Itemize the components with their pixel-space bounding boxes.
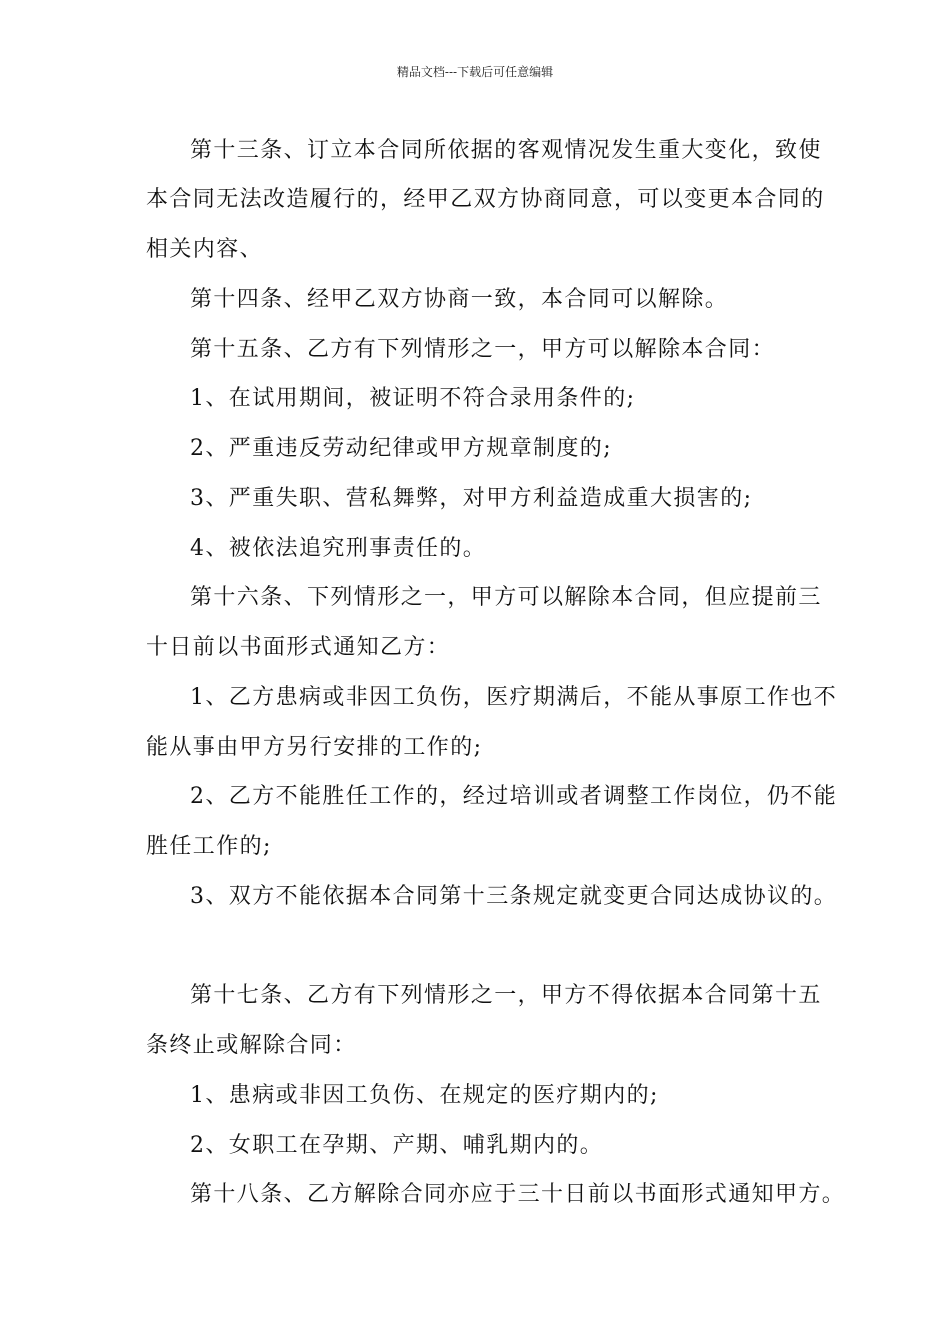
paragraph-line: 第十四条、经甲乙双方协商一致，本合同可以解除。: [190, 287, 729, 312]
paragraph-line: 第十六条、下列情形之一，甲方可以解除本合同，但应提前三: [190, 585, 822, 610]
paragraph-line: 第十八条、乙方解除合同亦应于三十日前以书面形式通知甲方。: [190, 1182, 846, 1207]
list-item: 2、女职工在孕期、产期、哺乳期内的。: [190, 1133, 604, 1158]
list-item: 1、在试用期间，被证明不符合录用条件的;: [190, 386, 636, 411]
list-item-continuation: 胜任工作的;: [146, 834, 272, 859]
list-item: 3、严重失职、营私舞弊，对甲方利益造成重大损害的;: [190, 486, 753, 511]
paragraph-line: 第十五条、乙方有下列情形之一，甲方可以解除本合同：: [190, 337, 776, 362]
paragraph-line: 第十七条、乙方有下列情形之一，甲方不得依据本合同第十五: [190, 983, 822, 1008]
list-item: 1、乙方患病或非因工负伤，医疗期满后，不能从事原工作也不: [190, 685, 838, 710]
list-item: 1、患病或非因工负伤、在规定的医疗期内的;: [190, 1083, 659, 1108]
page-header: 精品文档---下载后可任意编辑: [396, 65, 554, 79]
list-item: 4、被依法追究刑事责任的。: [190, 536, 487, 561]
list-item: 3、双方不能依据本合同第十三条规定就变更合同达成协议的。: [190, 884, 838, 909]
list-item-continuation: 能从事由甲方另行安排的工作的;: [146, 735, 483, 760]
list-item: 2、严重违反劳动纪律或甲方规章制度的;: [190, 436, 613, 461]
paragraph-line: 十日前以书面形式通知乙方：: [146, 635, 451, 660]
list-item: 2、乙方不能胜任工作的，经过培训或者调整工作岗位，仍不能: [190, 784, 838, 809]
paragraph-line: 条终止或解除合同：: [146, 1033, 357, 1058]
paragraph-line: 本合同无法改造履行的，经甲乙双方协商同意，可以变更本合同的: [146, 187, 825, 212]
paragraph-line: 相关内容、: [146, 237, 264, 262]
paragraph-line: 第十三条、订立本合同所依据的客观情况发生重大变化，致使: [190, 138, 822, 163]
